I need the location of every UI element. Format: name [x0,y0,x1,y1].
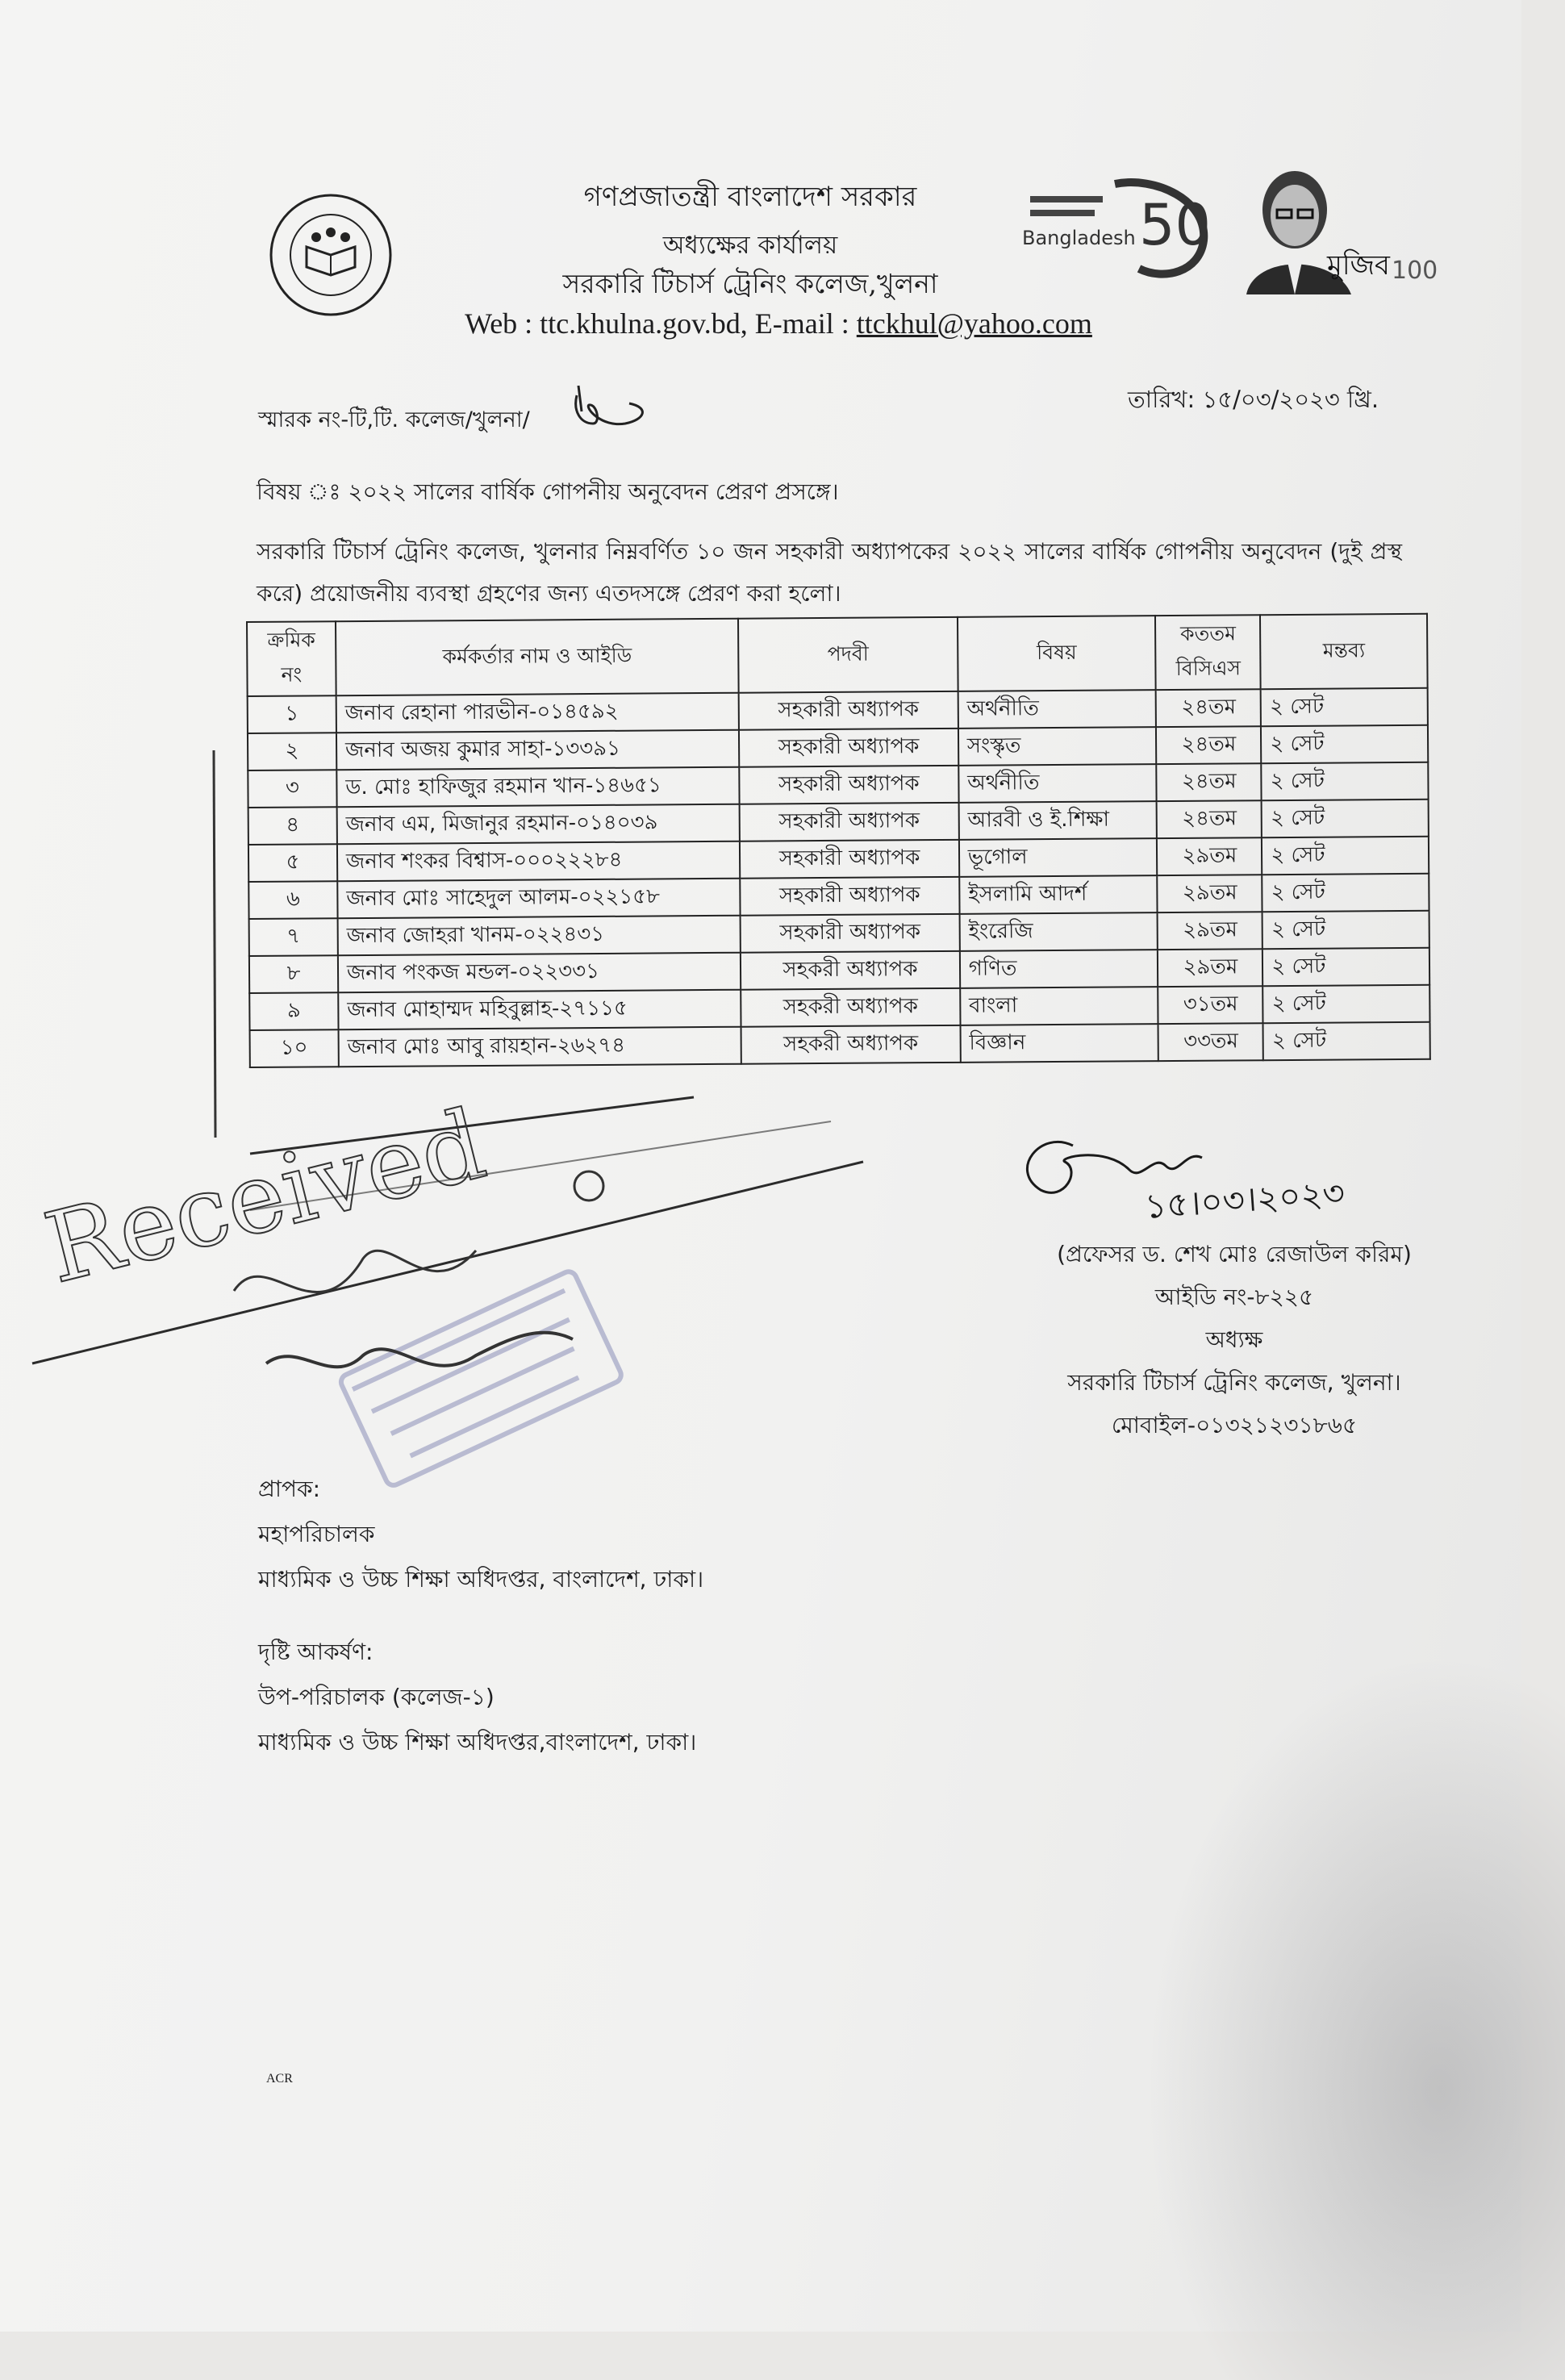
col-bcs: কততম বিসিএস [1155,615,1261,690]
cell-subject: বাংলা [960,987,1158,1025]
signatory-block [952,1233,1517,1447]
cell-remarks: ২ সেট [1261,688,1428,726]
cell-subject: ভূগোল [959,838,1158,877]
header-govt: গণপ্রজাতন্ত্রী বাংলাদেশ সরকার [583,181,917,213]
cell-designation: সহকারী অধ্যাপক [741,914,960,953]
signatory-id: আইডি নং-৮২২৫ [1154,1284,1314,1310]
cell-bcs: ৩৩তম [1158,1023,1263,1061]
header-college: সরকারি টিচার্স ট্রেনিং কলেজ,খুলনা [562,268,938,299]
body-paragraph: সরকারি টিচার্স ট্রেনিং কলেজ, খুলনার নিম্নবর্ণিত ১০ জন সহকারী অধ্যাপকের ২০২২ সালের বার্ষিক গোপনীয় অনুবেদন (দুই প্রস্থ করে) প্রয়োজনীয় ব্যবস্থা গ্রহণের জন্য এতদসঙ্গে প্রেরণ করা হলো। [257,538,1402,607]
cell-remarks: ২ সেট [1262,874,1429,912]
cell-bcs: ২৯তম [1158,875,1262,912]
table-row [250,1022,1430,1067]
handwritten-margin-line [206,750,254,1154]
letter-date: তারিখ: ১৫/০৩/২০২৩ খ্রি. [1128,386,1379,413]
col-serial: ক্রমিক নং [247,621,336,696]
cell-bcs: ৩১তম [1158,986,1263,1024]
cell-serial: ৮ [249,955,338,993]
signatory-designation: অধ্যক্ষ [1205,1326,1263,1353]
cell-remarks: ২ সেট [1262,800,1429,837]
cell-subject: অর্থনীতি [958,690,1156,729]
recipient-label: প্রাপক: [258,1476,321,1502]
received-word: Received [35,1088,496,1306]
cell-subject: আরবী ও ই.শিক্ষা [958,801,1157,840]
principal-signature [992,1121,1492,1251]
bangladesh-50-logo [1018,176,1228,281]
svg-text:50: 50 [1139,192,1212,258]
col-designation: পদবী [738,617,958,693]
mujib-100-portrait-logo [1238,165,1438,294]
cell-designation: সহকারী অধ্যাপক [740,803,959,841]
recipient-block [258,1467,703,1602]
cell-bcs: ২৯তম [1157,837,1262,875]
cell-name-id: ড. মোঃ হাফিজুর রহমান খান-১৪৬৫১ [336,767,740,807]
cell-bcs: ২৪তম [1156,689,1261,727]
signature-date: ১৫।০৩।২০২৩ [1143,1172,1346,1226]
cell-bcs: ২৯তম [1158,949,1262,987]
cell-subject: সংস্কৃত [958,727,1157,766]
cell-name-id: জনাব এম, মিজানুর রহমান-০১৪০৩৯ [337,804,741,844]
cell-designation: সহকারী অধ্যাপক [740,877,959,916]
cell-designation: সহকরী অধ্যাপক [741,988,960,1027]
memo-number: স্মারক নং-টি,টি. কলেজ/খুলনা/ [258,407,530,432]
cell-designation: সহকরী অধ্যাপক [741,1025,961,1064]
cell-remarks: ২ সেট [1263,985,1430,1023]
cell-designation: সহকরী অধ্যাপক [741,951,960,990]
cell-name-id: জনাব শংকর বিশ্বাস-০০০২২২৮৪ [337,841,741,881]
cell-name-id: জনাব মোঃ সাহেদুল আলম-০২২১৫৮ [337,879,741,918]
cell-remarks: ২ সেট [1261,725,1428,763]
signatory-name: (প্রফেসর ড. শেখ মোঃ রেজাউল করিম) [1057,1241,1412,1267]
footer-code: ACR [266,2072,293,2086]
cell-remarks: ২ সেট [1262,762,1429,800]
web-text: Web : ttc.khulna.gov.bd, E-mail : [465,307,857,340]
cell-name-id: জনাব মোঃ আবু রায়হান-২৬২৭৪ [338,1027,741,1067]
cell-designation: সহকারী অধ্যাপক [739,729,958,767]
officer-table [246,613,1431,1068]
table-header-row [247,614,1428,696]
cell-serial: ৪ [248,807,337,845]
cell-remarks: ২ সেট [1263,1022,1430,1060]
cell-name-id: জনাব অজয় কুমার সাহা-১৩৩৯১ [336,730,740,770]
mujib-text: মুজিব [1327,249,1390,282]
cell-serial: ২ [248,733,336,770]
cell-remarks: ২ সেট [1262,911,1429,949]
cell-serial: ৫ [248,844,337,882]
cell-serial: ১ [248,695,336,733]
col-name-id: কর্মকর্তার নাম ও আইডি [336,619,739,695]
attention-label: দৃষ্টি আকর্ষণ: [258,1639,374,1665]
cell-name-id: জনাব মোহাম্মদ মহিবুল্লাহ-২৭১১৫ [338,990,741,1029]
cell-bcs: ২৯তম [1158,912,1262,950]
cell-name-id: জনাব পংকজ মন্ডল-০২২৩৩১ [338,953,741,992]
cell-serial: ১০ [250,1029,339,1067]
col-remarks: মন্তব্য [1260,614,1427,689]
col-subject: বিষয় [958,616,1156,691]
cell-subject: বিজ্ঞান [960,1024,1158,1063]
header-office: অধ্যক্ষের কার্যালয় [662,231,838,260]
cell-serial: ৭ [249,918,338,956]
cell-serial: ৬ [248,881,337,919]
header-web-email [355,307,1202,340]
email-link[interactable]: ttckhul@yahoo.com [856,307,1092,340]
cell-name-id: জনাব রেহানা পারভীন-০১৪৫৯২ [336,693,740,733]
cell-designation: সহকারী অধ্যাপক [739,766,958,804]
attention-org: মাধ্যমিক ও উচ্চ শিক্ষা অধিদপ্তর,বাংলাদেশ, ঢাকা। [258,1729,697,1756]
cell-designation: সহকারী অধ্যাপক [740,840,959,879]
handwritten-received-note [24,1088,871,1476]
attention-block [258,1630,696,1765]
cell-designation: সহকারী অধ্যাপক [739,691,958,730]
mujib-num: 100 [1392,257,1438,285]
cell-subject: ইংরেজি [959,912,1158,951]
handwritten-memo-number [569,379,657,436]
cell-bcs: ২৪তম [1157,763,1262,801]
logo50-label: Bangladesh [1022,227,1136,249]
cell-subject: গণিত [960,950,1158,988]
cell-name-id: জনাব জোহরা খানম-০২২৪৩১ [337,916,741,955]
cell-bcs: ২৪তম [1157,800,1262,838]
recipient-title: মহাপরিচালক [258,1521,375,1547]
cell-bcs: ২৪তম [1156,726,1261,764]
cell-serial: ৯ [249,992,338,1030]
cell-serial: ৩ [248,770,336,808]
college-seal-logo [266,190,395,319]
paper-shadow [1146,1654,1565,2380]
cell-remarks: ২ সেট [1262,948,1429,986]
signatory-office: সরকারি টিচার্স ট্রেনিং কলেজ, খুলনা। [1067,1369,1401,1396]
signatory-mobile: মোবাইল-০১৩২১২৩১৮৬৫ [1111,1412,1358,1438]
cell-subject: ইসলামি আদর্শ [959,875,1158,914]
attention-title: উপ-পরিচালক (কলেজ-১) [258,1684,495,1710]
subject-line: বিষয় ঃ ২০২২ সালের বার্ষিক গোপনীয় অনুবেদন প্রেরণ প্রসঙ্গে। [257,478,839,505]
cell-subject: অর্থনীতি [958,764,1157,803]
recipient-org: মাধ্যমিক ও উচ্চ শিক্ষা অধিদপ্তর, বাংলাদেশ, ঢাকা। [258,1566,704,1593]
cell-remarks: ২ সেট [1262,837,1429,875]
